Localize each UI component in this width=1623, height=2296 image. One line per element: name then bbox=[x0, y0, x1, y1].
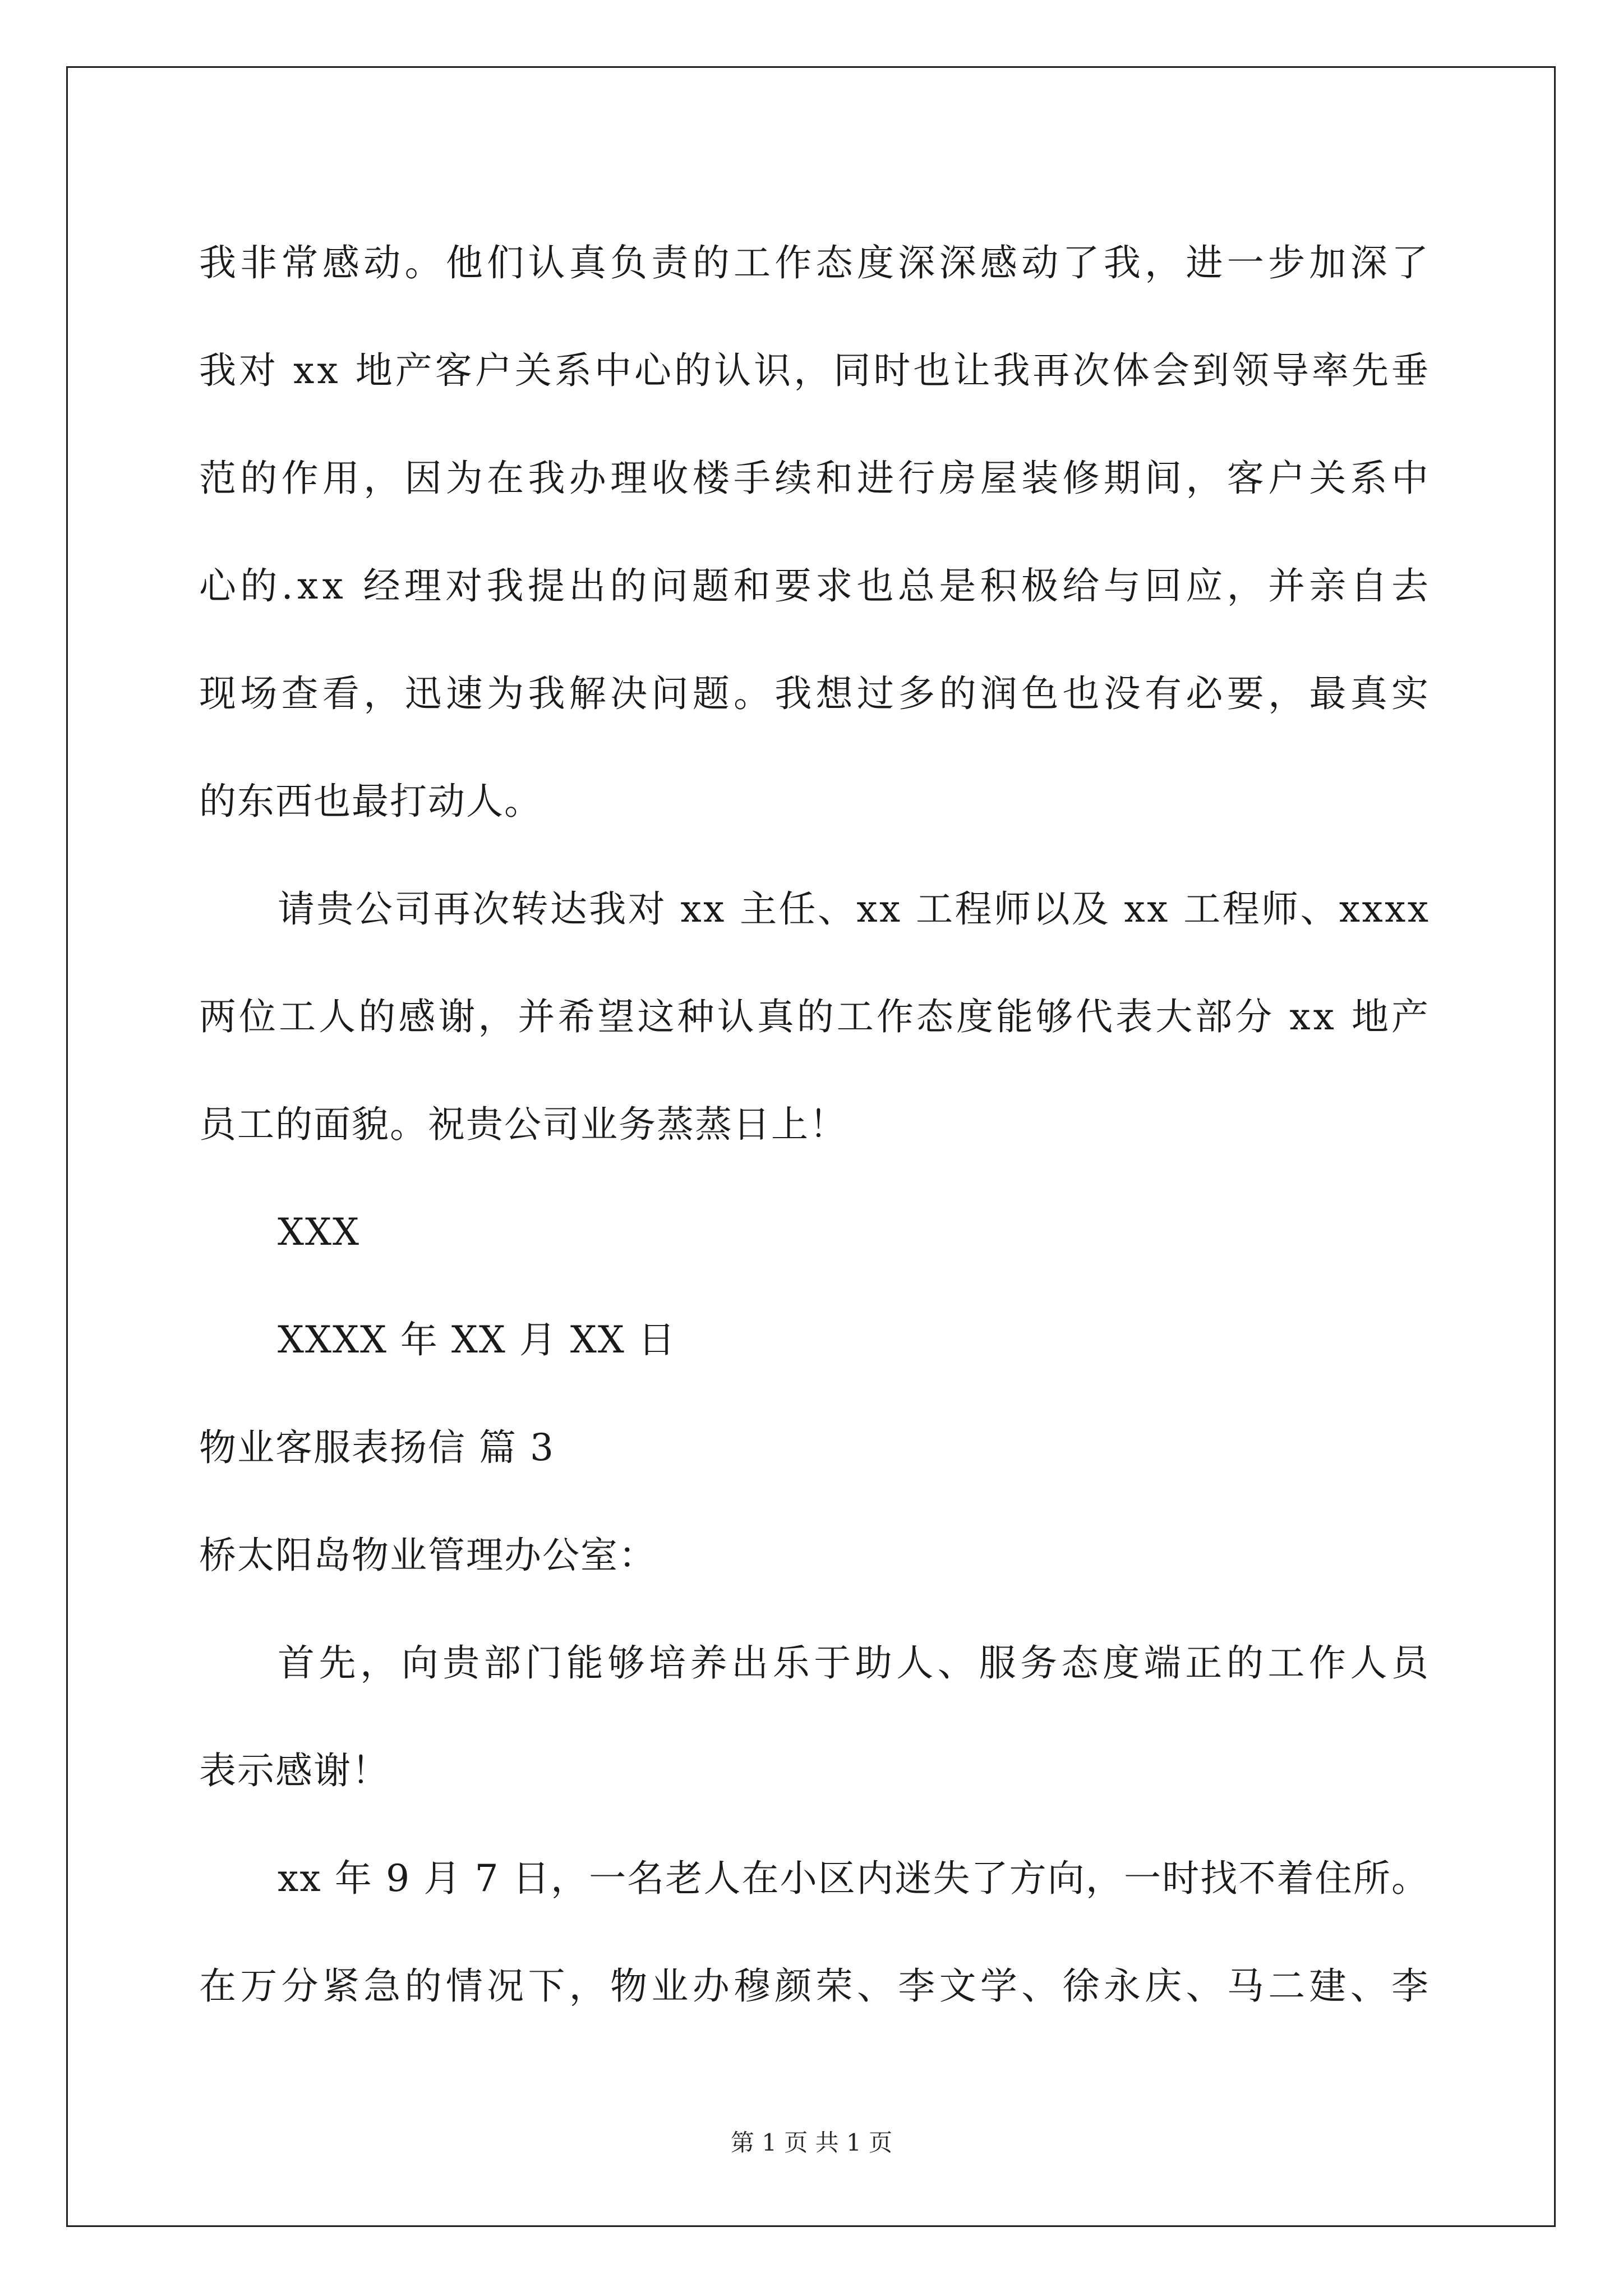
page-footer: 第 1 页 共 1 页 bbox=[730, 2129, 893, 2156]
text-line: 我对 xx 地产客户关系中心的认识，同时也让我再次体会到领导率先垂 bbox=[199, 349, 1432, 392]
text-line: 心的.xx 经理对我提出的问题和要求也总是积极给与回应，并亲自去 bbox=[199, 564, 1433, 608]
text-line: 现场查看，迅速为我解决问题。我想过多的润色也没有必要，最真实 bbox=[199, 672, 1433, 715]
text-line: 物业客服表扬信 篇 3 bbox=[199, 1426, 555, 1469]
text-line: 在万分紧急的情况下，物业办穆颜荣、李文学、徐永庆、马二建、李 bbox=[199, 1964, 1433, 2008]
text-line: 桥太阳岛物业管理办公室： bbox=[199, 1534, 657, 1577]
text-line: 的东西也最打动人。 bbox=[199, 780, 542, 823]
text-line: 请贵公司再次转达我对 xx 主任、xx 工程师以及 xx 工程师、xxxx bbox=[278, 887, 1431, 931]
document-body bbox=[199, 209, 1433, 2040]
text-line: 我非常感动。他们认真负责的工作态度深深感动了我，进一步加深了 bbox=[199, 241, 1433, 284]
text-line: 范的作用，因为在我办理收楼手续和进行房屋装修期间，客户关系中 bbox=[199, 457, 1433, 500]
text-line: 表示感谢！ bbox=[199, 1749, 390, 1792]
text-line: xx 年 9 月 7 日，一名老人在小区内迷失了方向，一时找不着住所。 bbox=[278, 1857, 1430, 1900]
text-line: 员工的面貌。祝贵公司业务蒸蒸日上！ bbox=[199, 1103, 847, 1146]
text-line: XXX bbox=[278, 1211, 360, 1254]
text-line: 两位工人的感谢，并希望这种认真的工作态度能够代表大部分 xx 地产 bbox=[199, 995, 1432, 1038]
text-line: XXXX 年 XX 月 XX 日 bbox=[278, 1318, 676, 1361]
text-line: 首先，向贵部门能够培养出乐于助人、服务态度端正的工作人员 bbox=[278, 1641, 1433, 1685]
